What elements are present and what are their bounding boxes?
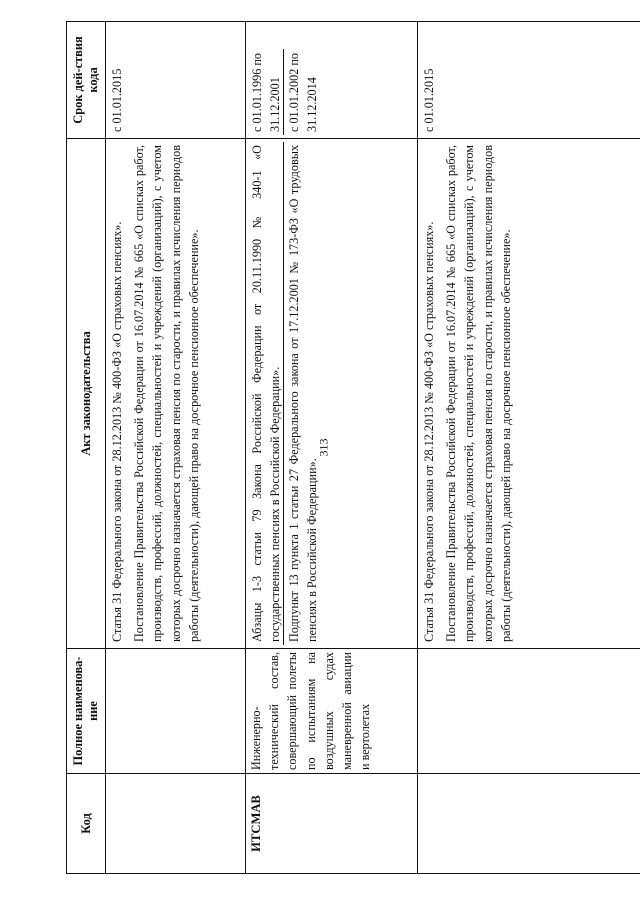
row-acts [106,139,246,649]
row-code [106,774,246,874]
legislation-table [66,21,640,874]
header-term: Срок дей-ствия кода [67,22,106,139]
term-text: с 01.01.1996 по 31.12.2001 [250,53,283,132]
term-text: с 01.01.2015 [110,68,124,132]
term-text: с 01.01.2015 [422,68,436,132]
row-code [418,774,640,874]
table-row [246,22,418,874]
page-number: 313 [316,438,331,457]
term-text: с 01.01.2002 по 31.12.2014 [283,49,322,135]
header-code: Код [67,774,106,874]
table-row [418,22,640,874]
row-name [106,649,246,774]
row-term [246,22,418,139]
act-text: Статья 31 Федерального закона от 28.12.2013 № 400-ФЗ «О страховых пенсиях». [110,221,124,642]
act-text: Подпункт 13 пункта 1 статьи 27 Федерального закона от 17.12.2001 № 173-ФЗ «О трудовых пенсиях в Российской Федерации». [287,145,320,642]
header-act: Акт законодательства [67,139,106,649]
table-header-row [67,22,106,874]
row-acts [418,139,640,649]
act-text: Постановление Правительства Российской Федерации от 16.07.2014 № 665 «О списках работ, производств, профессий, должностей, специальностей и учреждений (организаций), с учетом которых досрочно назначается страховая пенсия по старости, и правилах исчисления периодов работы (деятельности), дающей право на досрочное пенсионное обеспечение». [132,145,201,642]
table-row [106,22,246,874]
row-name: Инженерно-технический состав, совершающий полеты по испытаниям на воздушных судах маневренной авиации и вертолетах [246,649,418,774]
table-wrapper [66,22,516,874]
act-text: Постановление Правительства Российской Федерации от 16.07.2014 № 665 «О списках работ, производств, профессий, должностей, специальностей и учреждений (организаций), с учетом которых досрочно назначается страховая пенсия по старости, и правилах исчисления периодов работы (деятельности), дающей право на досрочное пенсионное обеспечение». [444,145,513,642]
act-text: Абзацы 1-3 статьи 79 Закона Российской Федерации от 20.11.1990 № 340-1 «О государственных пенсиях в Российской Федерации». [250,145,283,642]
row-term [418,22,640,139]
rotated-page-content [66,22,516,874]
row-code: ИТСМАВ [246,774,418,874]
act-text: Статья 31 Федерального закона от 28.12.2013 № 400-ФЗ «О страховых пенсиях». [422,221,436,642]
row-acts [246,139,418,649]
row-name [418,649,640,774]
header-name: Полное наименова-ние [67,649,106,774]
row-term [106,22,246,139]
